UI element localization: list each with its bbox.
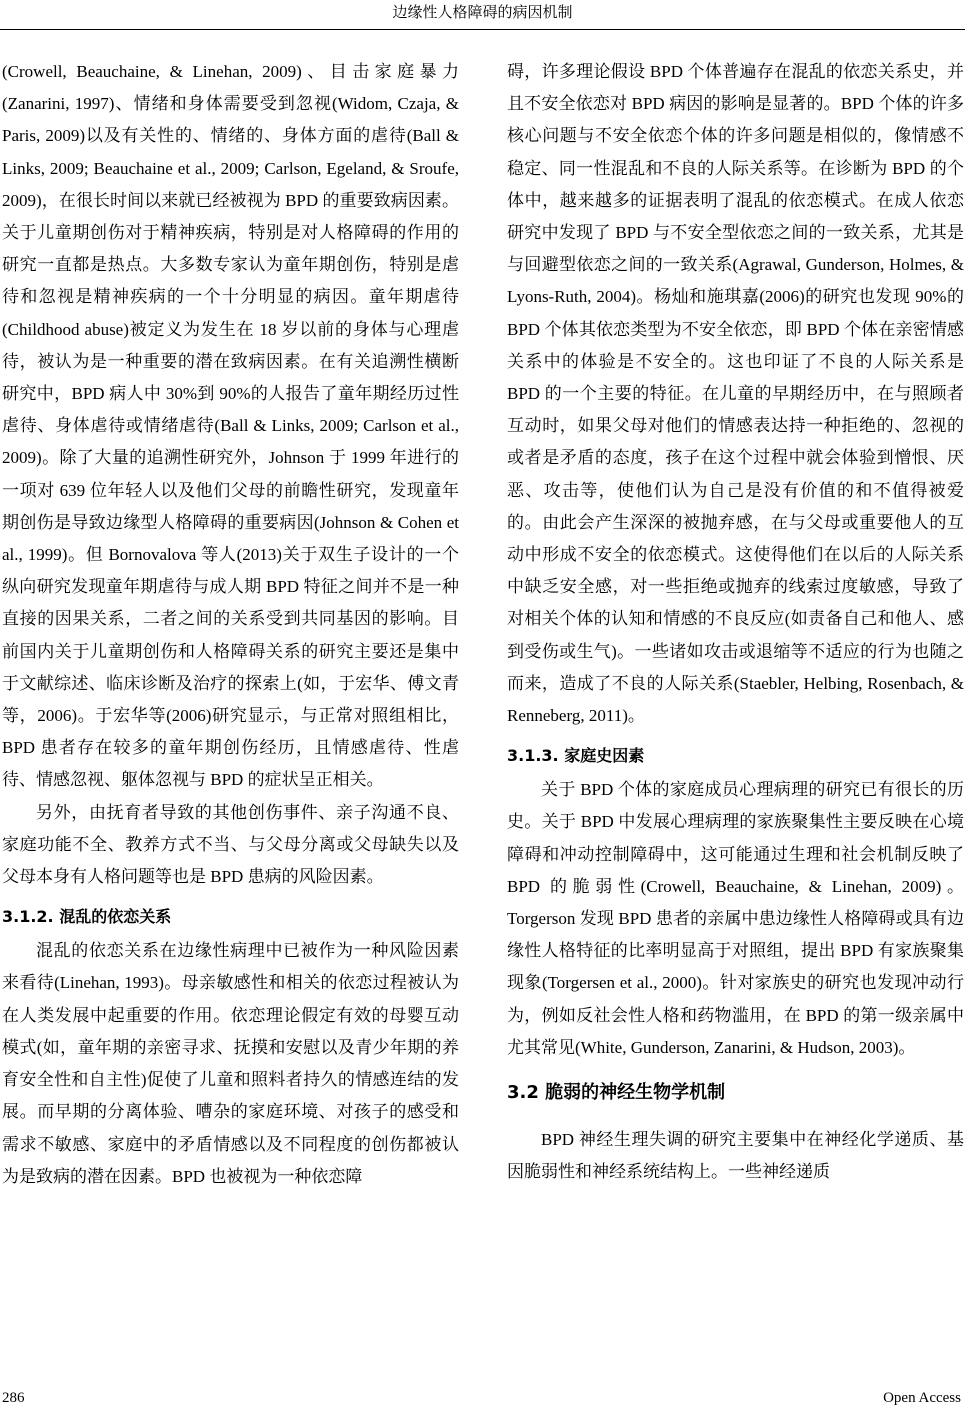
body-paragraph: 另外，由抚育者导致的其他创伤事件、亲子沟通不良、家庭功能不全、教养方式不当、与父母分离或父母缺失以及父母本身有人格问题等也是 BPD 患病的风险因素。 [2,802,459,887]
body-paragraph: BPD 神经生理失调的研究主要集中在神经化学递质、基因脆弱性和神经系统结构上。一些神经递质 [507,1130,964,1182]
body-paragraph: 混乱的依恋关系在边缘性病理中已被作为一种风险因素来看待(Linehan, 1993)。母亲敏感性和相关的依恋过程被认为在人类发展中起重要的作用。依恋理论假定有效的母婴互动模式(如，童年期的亲密寻求、抚摸和安慰以及青少年期的养育安全性和自主性)促使了儿童和照料者持久的情感连结的发展。而早期的分离体验、嘈杂的家庭环境、对孩子的感受和需求不敏感、家庭中的矛盾情感以及不同程度的创伤都被认为是致病的潜在因素。BPD 也被视为一种依恋障 [2,941,459,1186]
body-paragraph: 关于 BPD 个体的家庭成员心理病理的研究已有很长的历史。关于 BPD 中发展心理病理的家族聚集性主要反映在心境障碍和冲动控制障碍中，这可能通过生理和社会机制反映了 BPD 的脆弱性(Crowell, Beauchaine, & Linehan, 2009)。Torgerson 发现 BPD 患者的亲属中患边缘性人格障碍或具有边缘性人格特征的比率明显高于对照组，提出 BPD 有家族聚集现象(Torgersen et al., 2000)。针对家族史的研究也发现冲动行为，例如反社会性人格和药物滥用，在 BPD 的第一级亲属中尤其常见(White, Gunderson, Zanarini, & Hudson, 2003)。 [507,780,964,1057]
publisher-label: Open Access [883,1390,961,1406]
section-heading-3-2: 3.2 脆弱的神经生物学机制 [507,1082,726,1104]
page-number: 286 [2,1390,25,1406]
running-header: 边缘性人格障碍的病因机制 [0,0,965,30]
body-paragraph: (Crowell, Beauchaine, & Linehan, 2009)、目击家庭暴力(Zanarini, 1997)、情绪和身体需要受到忽视(Widom, Czaja, & Paris, 2009)以及有关性的、情绪的、身体方面的虐待(Ball & Links, 2009; Beauchaine et al., 2009; Carlson, Egeland, & Sroufe, 2009)，在很长时间以来就已经被视为 BPD 的重要致病因素。关于儿童期创伤对于精神疾病，特别是对人格障碍的作用的研究一直都是热点。大多数专家认为童年期创伤，特别是虐待和忽视是精神疾病的一个十分明显的病因。童年期虐待(Childhood abuse)被定义为发生在 18 岁以前的身体与心理虐待，被认为是一种重要的潜在致病因素。在有关追溯性横断研究中，BPD 病人中 30%到 90%的人报告了童年期经历过性虐待、身体虐待或情绪虐待(Ball & Links, 2009; Carlson et al., 2009)。除了大量的追溯性研究外，Johnson 于 1999 年进行的一项对 639 位年轻人以及他们父母的前瞻性研究，发现童年期创伤是导致边缘型人格障碍的重要病因(Johnson & Cohen et al., 1999)。但 Bornovalova 等人(2013)关于双生子设计的一个纵向研究发现童年期虐待与成人期 BPD 特征之间并不是一种直接的因果关系，二者之间的关系受到共同基因的影响。目前国内关于儿童期创伤和人格障碍关系的研究主要还是集中于文献综述、临床诊断及治疗的探索上(如，于宏华、傅文青等，2006)。于宏华等(2006)研究显示，与正常对照组相比，BPD 患者存在较多的童年期创伤经历，且情感虐待、性虐待、情感忽视、躯体忽视与 BPD 的症状呈正相关。 [2,62,459,790]
section-heading-3-1-2: 3.1.2. 混乱的依恋关系 [2,907,172,927]
right-column [507,56,964,1366]
left-column [2,56,459,1366]
section-heading-3-1-3: 3.1.3. 家庭史因素 [507,746,645,766]
body-paragraph: 碍，许多理论假设 BPD 个体普遍存在混乱的依恋关系史，并且不安全依恋对 BPD 病因的影响是显著的。BPD 个体的许多核心问题与不安全依恋个体的许多问题是相似的，像情感不稳定、同一性混乱和不良的人际关系等。在诊断为 BPD 的个体中，越来越多的证据表明了混乱的依恋模式。在成人依恋研究中发现了 BPD 与不安全型依恋之间的一致关系，尤其是与回避型依恋之间的一致关系(Agrawal, Gunderson, Holmes, & Lyons-Ruth, 2004)。杨灿和施琪嘉(2006)的研究也发现 90%的 BPD 个体其依恋类型为不安全依恋，即 BPD 个体在亲密情感关系中的体验是不安全的。这也印证了不良的人际关系是 BPD 的一个主要的特征。在儿童的早期经历中，在与照顾者互动时，如果父母对他们的情感表达持一种拒绝的、忽视的或者是矛盾的态度，孩子在这个过程中就会体验到憎恨、厌恶、攻击等，使他们认为自己是没有价值的和不值得被爱的。由此会产生深深的被抛弃感，在与父母或重要他人的互动中形成不安全的依恋模式。这使得他们在以后的人际关系中缺乏安全感，对一些拒绝或抛弃的线索过度敏感，导致了对相关个体的认知和情感的不良反应(如责备自己和他人、感到受伤或生气)。一些诸如攻击或退缩等不适应的行为也随之而来，造成了不良的人际关系(Staebler, Helbing, Rosenbach, & Renneberg, 2011)。 [507,62,964,726]
